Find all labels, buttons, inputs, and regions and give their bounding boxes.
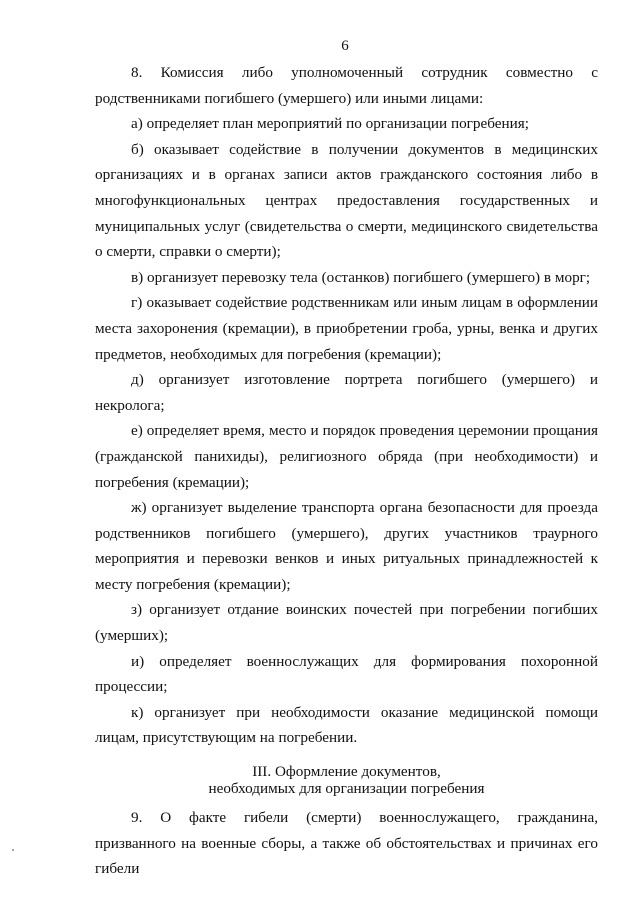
item-a: а) определяет план мероприятий по организации погребения; xyxy=(131,115,529,133)
section-heading xyxy=(95,763,598,797)
page-number: 6 xyxy=(341,38,349,54)
item-b: б) оказывает содействие в получении документов в медицинских организациях и в органах записи актов гражданского состояния либо в многофункциональных центрах предоставления государственных и муниципальных услуг (свидетельства о смерти, медицинского свидетельства о смерти, справки о смерти); xyxy=(95,140,598,261)
paragraph-8: 8. Комиссия либо уполномоченный сотрудник совместно с родственниками погибшего (умершего) или иными лицами: xyxy=(95,64,598,107)
item-v: в) организует перевозку тела (останков) погибшего (умершего) в морг; xyxy=(131,268,591,286)
scan-speck xyxy=(12,849,14,851)
item-i: и) определяет военнослужащих для формирования похоронной процессии; xyxy=(95,652,598,696)
item-e: е) определяет время, место и порядок проведения церемонии прощания (гражданской панихиды), религиозного обряда (при необходимости) и погребения (кремации); xyxy=(95,422,598,491)
item-z: з) организует отдание воинских почестей при погребении погибших (умерших); xyxy=(95,601,598,645)
section-heading-line-2: необходимых для организации погребения xyxy=(208,780,485,798)
item-g: г) оказывает содействие родственникам или иным лицам в оформлении места захоронения (кремации), в приобретении гроба, урны, венка и других предметов, необходимых для погребения (кремации); xyxy=(95,294,598,363)
document-body xyxy=(95,60,598,882)
section-heading-line-1: III. Оформление документов, xyxy=(252,763,441,781)
item-k: к) организует при необходимости оказание медицинской помощи лицам, присутствующим на погребении. xyxy=(95,703,598,747)
item-zh: ж) организует выделение транспорта органа безопасности для проезда родственников погибшего (умершего), других участников траурного мероприятия и перевозки венков и иных ритуальных принадлежностей к месту погребения (кремации); xyxy=(95,499,598,593)
item-d: д) организует изготовление портрета погибшего (умершего) и некролога; xyxy=(95,371,598,414)
paragraph-9: 9. О факте гибели (смерти) военнослужащего, гражданина, призванного на военные сборы, а также об обстоятельствах и причинах его гибели xyxy=(95,809,598,878)
